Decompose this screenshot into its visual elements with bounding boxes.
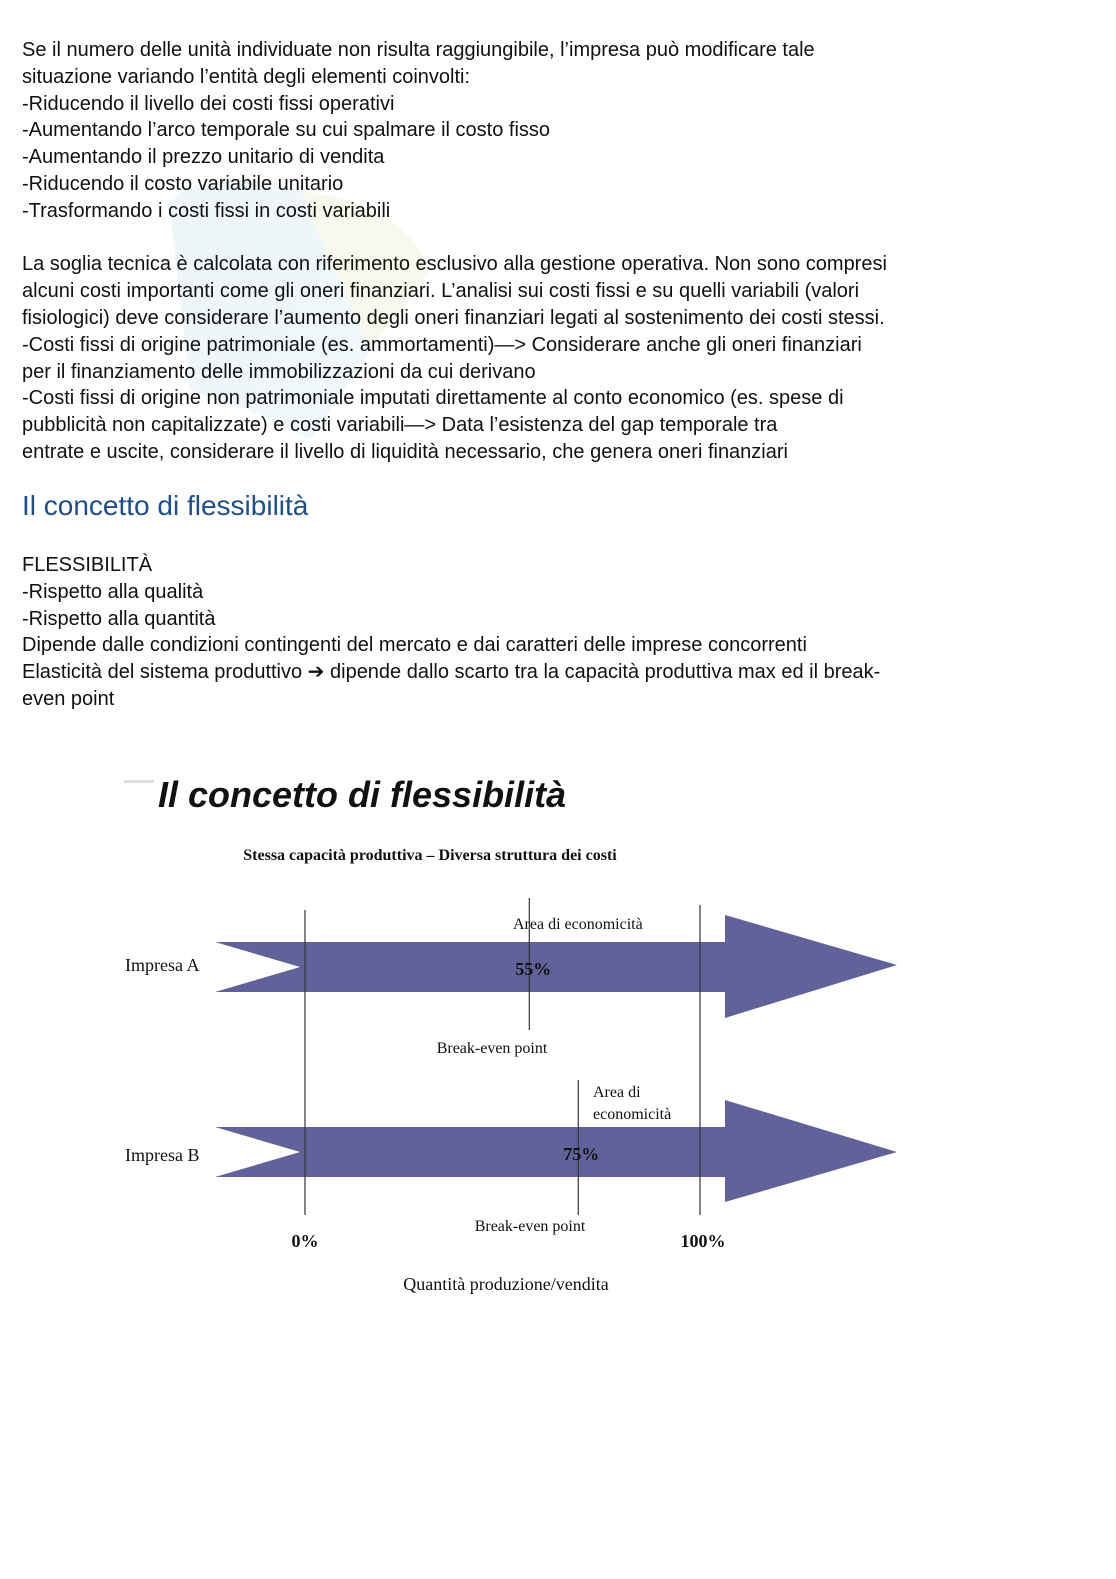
intro-text: [22, 37, 1082, 466]
list-item: -Rispetto alla quantità: [22, 607, 216, 630]
text-line: fisiologici) deve considerare l’aumento degli oneri finanziari legati al sostenimento dei costi stessi.: [22, 306, 885, 329]
break-even-label-impresa-b: Break-even point: [474, 1218, 586, 1235]
break-even-label-impresa-a: Break-even point: [436, 1040, 548, 1057]
area-label-impresa-b-line1: Area di: [593, 1084, 641, 1101]
text-line: Se il numero delle unità individuate non risulta raggiungibile, l’impresa può modificare tale: [22, 39, 815, 61]
tick-100-percent: 100%: [680, 1231, 726, 1251]
flexibility-figure: [110, 760, 930, 1320]
text-line: La soglia tecnica è calcolata con riferimento esclusivo alla gestione operativa. Non sono compresi: [22, 253, 887, 276]
tick-0-percent: 0%: [291, 1231, 319, 1251]
figure-title: Il concetto di flessibilità: [158, 774, 567, 815]
list-item: -Aumentando l’arco temporale su cui spalmare il costo fisso: [22, 119, 551, 142]
label-impresa-a: Impresa A: [125, 955, 200, 975]
area-label-impresa-a: Area di economicità: [513, 916, 643, 933]
text-line: -Costi fissi di origine patrimoniale (es. ammortamenti)—> Considerare anche gli oneri finanziari: [22, 333, 862, 356]
area-label-impresa-b-line2: economicità: [593, 1106, 672, 1123]
text-line: situazione variando l’entità degli elementi coinvolti:: [22, 65, 471, 88]
list-item: -Riducendo il costo variabile unitario: [22, 172, 344, 195]
text-line: Dipende dalle condizioni contingenti del mercato e dai caratteri delle imprese concorrenti: [22, 634, 807, 657]
text-line: pubblicità non capitalizzate) e costi variabili—> Data l’esistenza del gap temporale tra: [22, 414, 778, 437]
text-line: entrate e uscite, considerare il livello di liquidità necessario, che genera oneri finanziari: [22, 440, 788, 463]
label-impresa-b: Impresa B: [125, 1145, 200, 1165]
break-even-value-impresa-a: 55%: [515, 959, 552, 979]
text-line: -Costi fissi di origine non patrimoniale imputati direttamente al conto economico (es. spese di: [22, 387, 844, 410]
text-line: even point: [22, 687, 115, 710]
arrow-impresa-b: [215, 1100, 897, 1202]
paragraph-soglia-tecnica: [22, 251, 1082, 465]
x-axis-label: Quantità produzione/vendita: [403, 1274, 609, 1294]
figure-subtitle: Stessa capacità produttiva – Diversa struttura dei costi: [243, 847, 617, 864]
text-line: alcuni costi importanti come gli oneri finanziari. L’analisi sui costi fissi e su quelli variabili (valori: [22, 280, 860, 303]
list-item: -Rispetto alla qualità: [22, 580, 204, 603]
text-line: Elasticità del sistema produttivo ➔ dipende dallo scarto tra la capacità produttiva max ed il break-: [22, 661, 881, 684]
flexibility-label: FLESSIBILITÀ: [22, 554, 153, 576]
break-even-value-impresa-b: 75%: [563, 1144, 600, 1164]
list-item: -Riducendo il livello dei costi fissi operativi: [22, 92, 395, 115]
text-line: per il finanziamento delle immobilizzazioni da cui derivano: [22, 360, 536, 383]
flexibility-diagram: [110, 760, 930, 1320]
list-item: -Trasformando i costi fissi in costi variabili: [22, 199, 391, 222]
section-heading: Il concetto di flessibilità: [22, 490, 309, 521]
paragraph-unita: [22, 37, 1082, 225]
list-item: -Aumentando il prezzo unitario di vendita: [22, 146, 385, 169]
flexibility-text: [22, 552, 1082, 713]
